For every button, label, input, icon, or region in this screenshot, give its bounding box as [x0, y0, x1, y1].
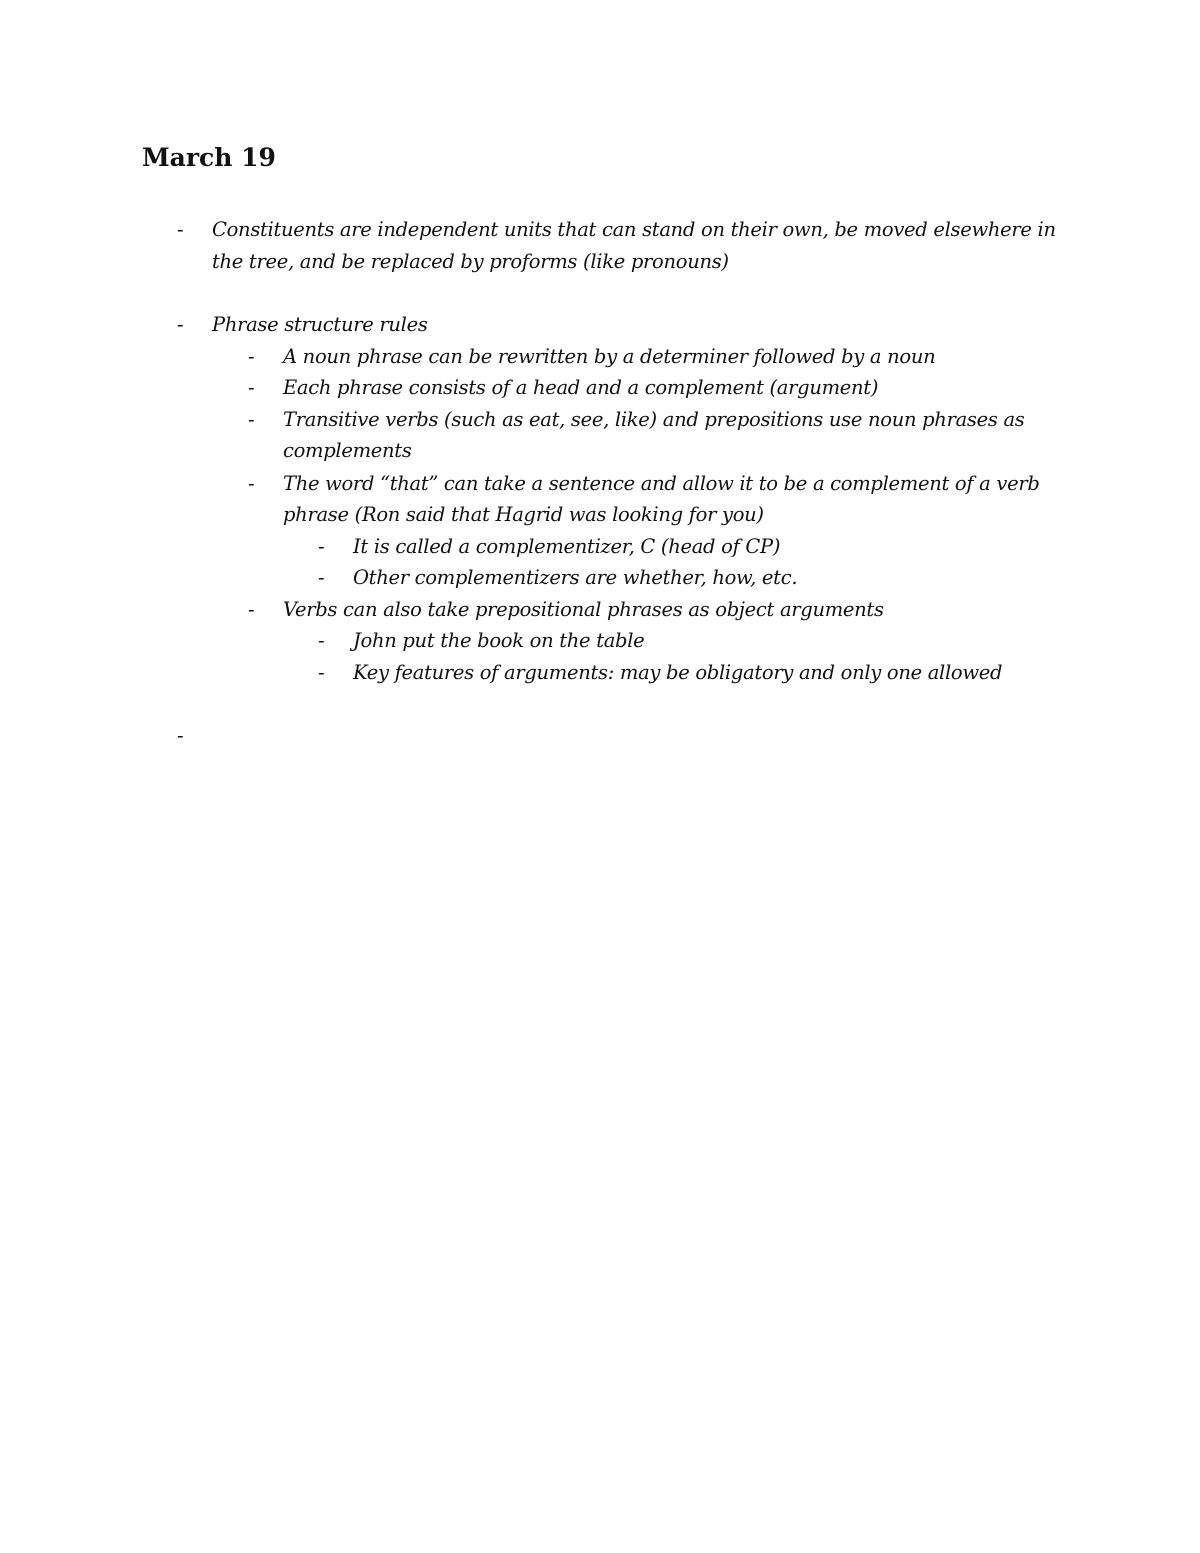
- note-complementizer: It is called a complementizer, C (head of CP): [353, 535, 781, 558]
- note-noun-phrase: A noun phrase can be rewritten by a determiner followed by a noun: [283, 345, 936, 368]
- note-transitive-line1: Transitive verbs (such as eat, see, like) and prepositions use noun phrases as: [283, 408, 1025, 431]
- note-key-features: Key features of arguments: may be obligatory and only one allowed: [353, 661, 1003, 684]
- note-prepositional: Verbs can also take prepositional phrases as object arguments: [283, 598, 884, 621]
- note-head-complement: Each phrase consists of a head and a complement (argument): [283, 376, 879, 399]
- bullet-dash-empty: -: [177, 724, 184, 747]
- note-transitive-line2: complements: [283, 439, 412, 462]
- note-that-line1: The word “that” can take a sentence and allow it to be a complement of a verb: [283, 472, 1040, 495]
- note-phrase-rules-heading: Phrase structure rules: [212, 313, 428, 336]
- bullet-dash: -: [318, 661, 325, 684]
- note-other-complementizers: Other complementizers are whether, how, etc.: [353, 566, 798, 589]
- bullet-dash: -: [318, 566, 325, 589]
- note-constituents-line2: the tree, and be replaced by proforms (like pronouns): [212, 250, 729, 273]
- note-that-line2: phrase (Ron said that Hagrid was looking for you): [283, 503, 764, 526]
- bullet-dash: -: [248, 408, 255, 431]
- bullet-dash: -: [248, 345, 255, 368]
- bullet-dash: -: [318, 535, 325, 558]
- bullet-dash: -: [177, 313, 184, 336]
- bullet-dash: -: [248, 376, 255, 399]
- bullet-dash: -: [177, 218, 184, 241]
- bullet-dash: -: [248, 472, 255, 495]
- note-constituents-line1: Constituents are independent units that can stand on their own, be moved elsewhere in: [212, 218, 1056, 241]
- note-john-example: John put the book on the table: [353, 629, 645, 652]
- bullet-dash: -: [318, 629, 325, 652]
- page-title: March 19: [142, 143, 276, 172]
- bullet-dash: -: [248, 598, 255, 621]
